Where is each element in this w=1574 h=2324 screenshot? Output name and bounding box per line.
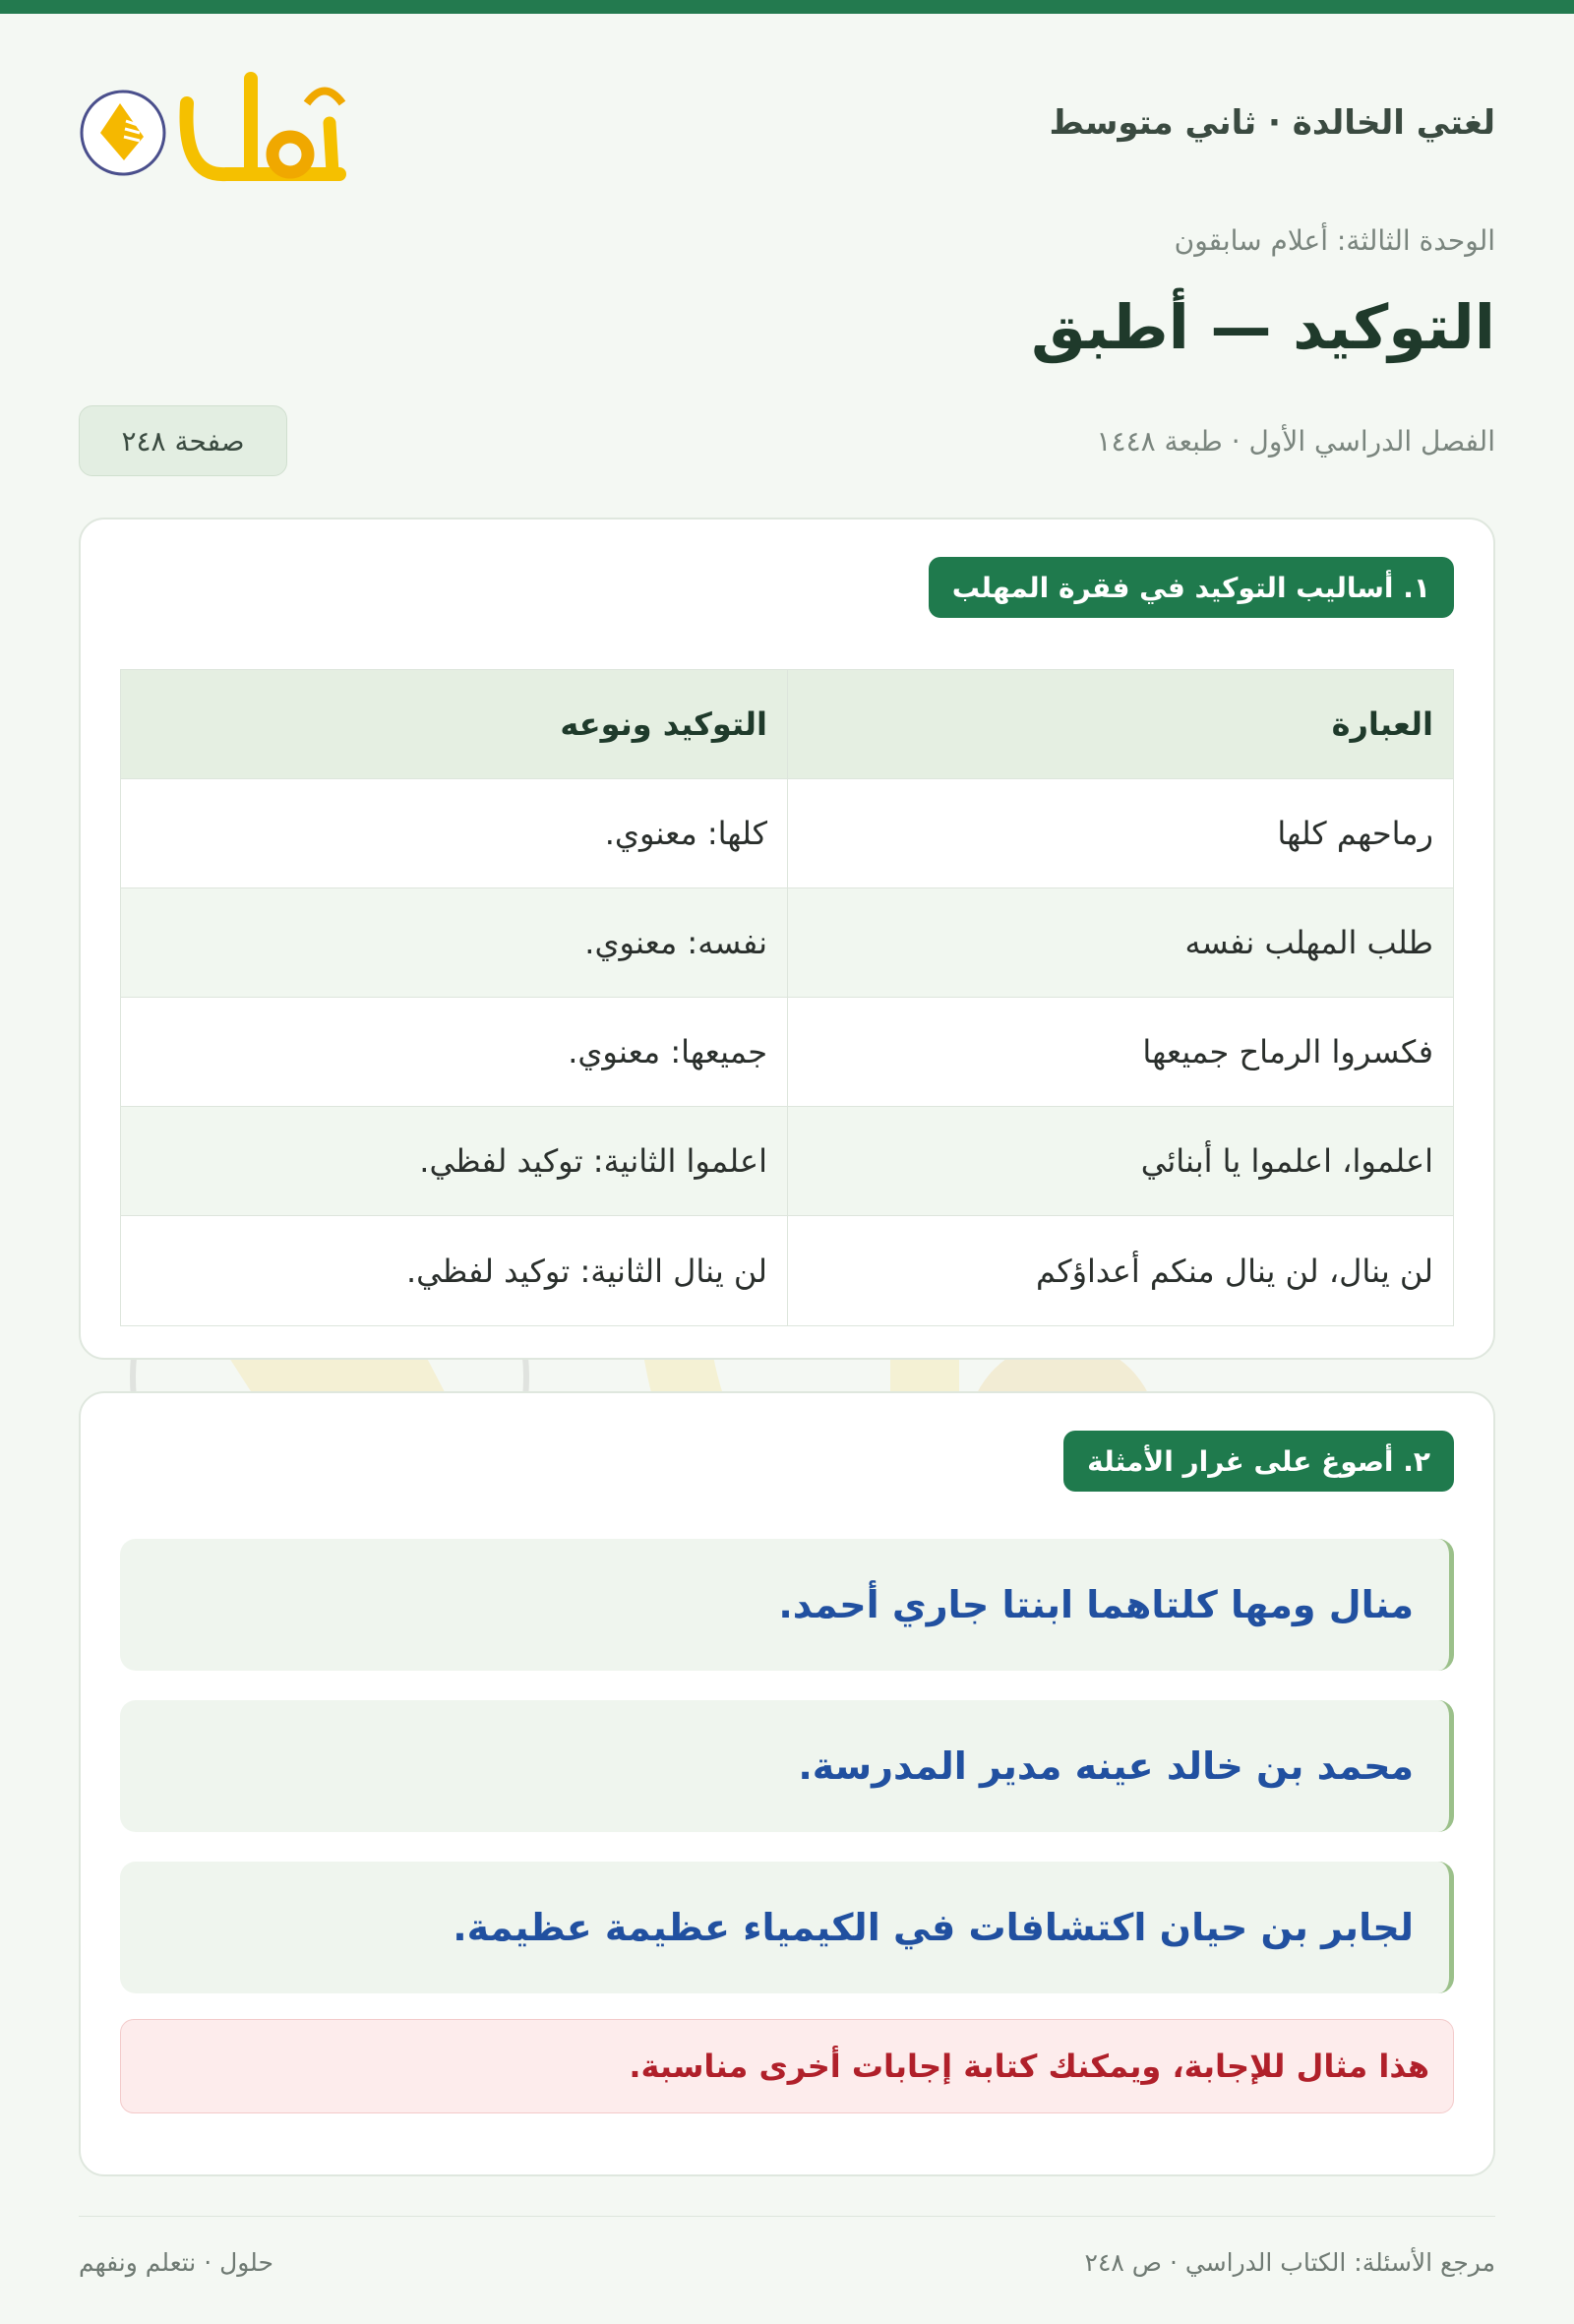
table-row <box>121 888 1453 998</box>
example-sentence: محمد بن خالد عينه مدير المدرسة. <box>120 1700 1454 1832</box>
page-title: التوكيد — أطبق <box>1031 291 1495 363</box>
series-title: لغتي الخالدة · ثاني متوسط <box>1049 103 1495 143</box>
table-row <box>121 1107 1453 1216</box>
top-accent-bar <box>0 0 1574 14</box>
table-cell: فكسروا الرماح جميعها <box>787 998 1453 1106</box>
answer-note: هذا مثال للإجابة، ويمكنك كتابة إجابات أخرى مناسبة. <box>120 2019 1454 2113</box>
table-cell: لن ينال الثانية: توكيد لفظي. <box>405 1252 767 1290</box>
table-cell: طلب المهلب نفسه <box>787 888 1453 997</box>
example-sentence: منال ومها كلتاهما ابنتا جاري أحمد. <box>120 1539 1454 1671</box>
table-cell: اعلموا، اعلموا يا أبنائي <box>787 1107 1453 1215</box>
table-cell: نفسه: معنوي. <box>584 924 767 961</box>
header <box>79 59 1495 187</box>
column-header: العبارة <box>787 670 1453 778</box>
table-cell: لن ينال، لن ينال منكم أعداؤكم <box>787 1216 1453 1325</box>
footer-reference: مرجع الأسئلة: الكتاب الدراسي · ص ٢٤٨ <box>1084 2248 1495 2277</box>
example-sentence: لجابر بن حيان اكتشافات في الكيمياء عظيمة عظيمة. <box>120 1862 1454 1993</box>
table-row <box>121 998 1453 1107</box>
table-cell: جميعها: معنوي. <box>568 1033 767 1070</box>
table-cell: رماحهم كلها <box>787 779 1453 887</box>
section-emphasis-table <box>79 518 1495 1360</box>
logo-icon[interactable] <box>79 64 354 192</box>
section-examples <box>79 1391 1495 2176</box>
table-cell: اعلموا الثانية: توكيد لفظي. <box>419 1142 767 1180</box>
section-badge: ٢. أصوغ على غرار الأمثلة <box>1063 1431 1454 1492</box>
table-header-row <box>121 670 1453 779</box>
emphasis-table <box>120 669 1454 1326</box>
footer-divider <box>79 2216 1495 2217</box>
semester-meta: الفصل الدراسي الأول · طبعة ١٤٤٨ <box>1096 425 1495 458</box>
table-row <box>121 1216 1453 1325</box>
footer-brand[interactable]: حلول · نتعلم ونفهم <box>79 2248 273 2277</box>
table-row <box>121 779 1453 888</box>
page-number-badge: صفحة ٢٤٨ <box>79 405 287 476</box>
unit-label: الوحدة الثالثة: أعلام سابقون <box>1174 224 1495 257</box>
column-header: التوكيد ونوعه <box>560 705 767 743</box>
table-cell: كلها: معنوي. <box>604 815 767 852</box>
section-badge: ١. أساليب التوكيد في فقرة المهلب <box>929 557 1454 618</box>
